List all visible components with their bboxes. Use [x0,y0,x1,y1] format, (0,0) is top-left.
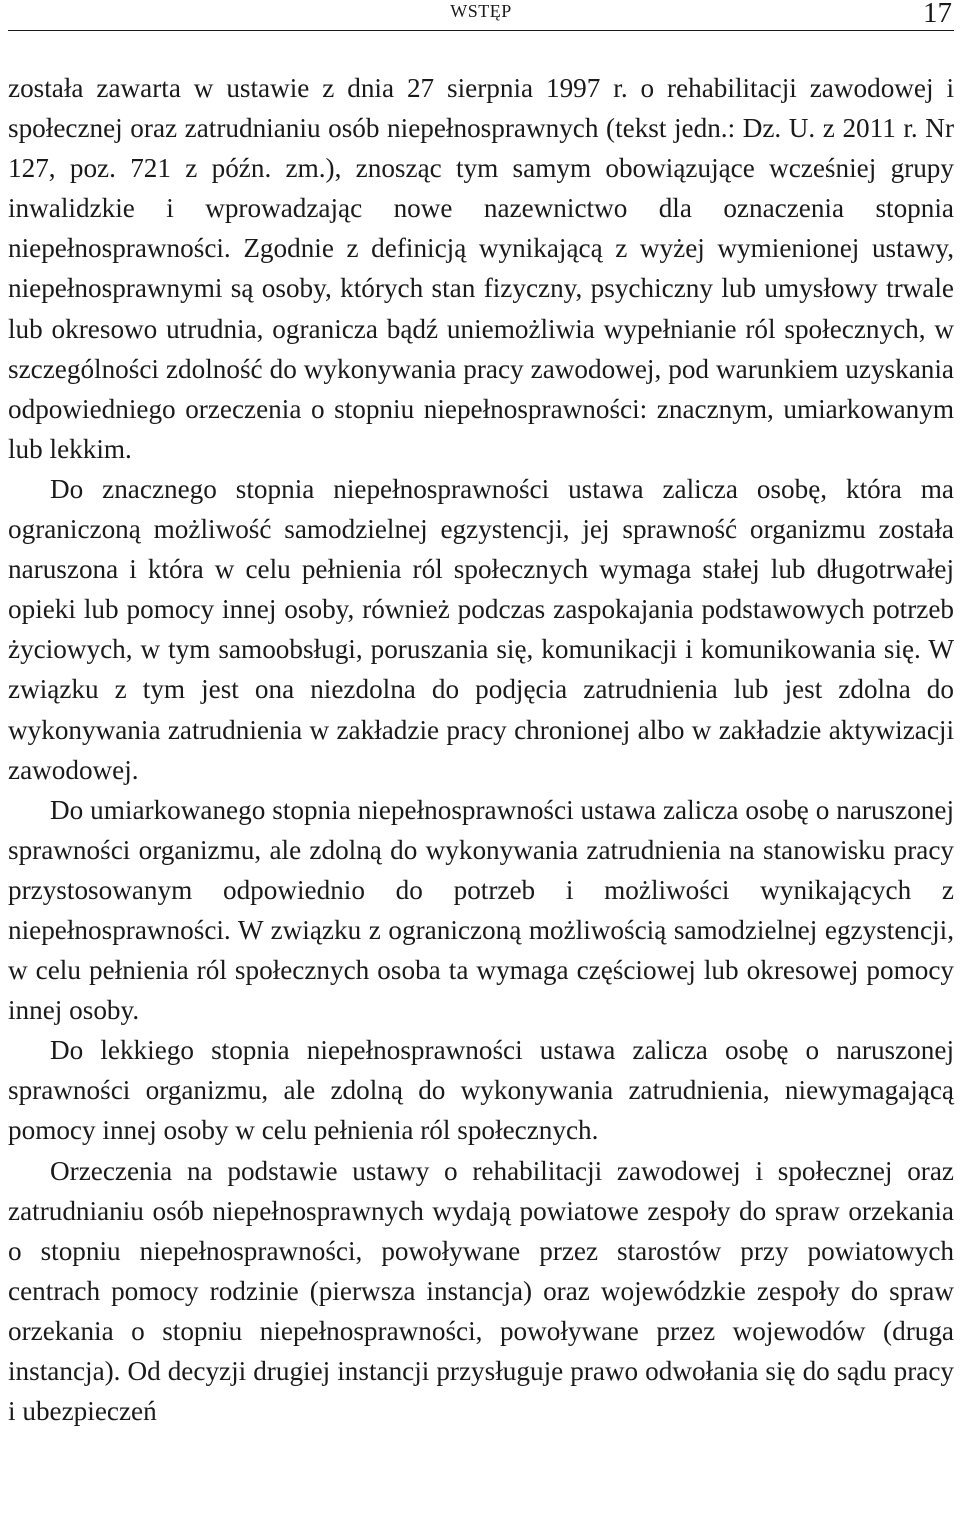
paragraph-continuation: została zawarta w ustawie z dnia 27 sierpnia 1997 r. o rehabilitacji zawodowej i społecznej oraz zatrudnianiu osób niepełnosprawnych (tekst jedn.: Dz. U. z 2011 r. Nr 127, poz. 721 z późn. zm.), znosząc tym samym obowiązujące wcześniej grupy inwalidzkie i wprowadzając nowe nazewnictwo dla oznaczenia stopnia niepełnosprawności. Zgodnie z definicją wynikającą z wyżej wymienionej ustawy, niepełnosprawnymi są osoby, których stan fizyczny, psychiczny lub umysłowy trwale lub okresowo utrudnia, ogranicza bądź uniemożliwia wypełnianie ról społecznych, w szczególności zdolność do wykonywania pracy zawodowej, pod warunkiem uzyskania odpowiedniego orzeczenia o stopniu niepełnosprawności: znacznym, umiarkowanym lub lekkim. [8,73,954,464]
page-number: 17 [923,0,952,29]
paragraph-certification: Orzeczenia na podstawie ustawy o rehabilitacji zawodowej i społecznej oraz zatrudnianiu osób niepełnosprawnych wydają powiatowe zespoły do spraw orzekania o stopniu niepełnosprawności, powoływane przez starostów przy powiatowych centrach pomocy rodzinie (pierwsza instancja) oraz wojewódzkie zespoły do spraw orzekania o stopniu niepełnosprawności, powoływane przez wojewodów (druga instancja). Od decyzji drugiej instancji przysługuje prawo odwołania się do sądu pracy i ubezpieczeń [8,1155,954,1427]
paragraph-mild-degree: Do lekkiego stopnia niepełnosprawności ustawa zalicza osobę o naruszonej sprawności organizmu, ale zdolną do wykonywania zatrudnienia, niewymagającą pomocy innej osoby w celu pełnienia ról społecznych. [8,1035,954,1146]
paragraph-moderate-degree: Do umiarkowanego stopnia niepełnosprawności ustawa zalicza osobę o naruszonej sprawności organizmu, ale zdolną do wykonywania zatrudnienia na stanowisku pracy przystosowanym odpowiednio do potrzeb i możliwości wynikających z niepełnosprawności. W związku z ograniczoną możliwością samodzielnej egzystencji, w celu pełnienia ról społecznych osoba ta wymaga częściowej lub okresowej pomocy innej osoby. [8,794,954,1026]
paragraph-significant-degree: Do znacznego stopnia niepełnosprawności ustawa zalicza osobę, która ma ograniczoną możliwość samodzielnej egzystencji, jej sprawność organizmu została naruszona i która w celu pełnienia ról społecznych wymaga stałej lub długotrwałej opieki lub pomocy innej osoby, również podczas zaspokajania podstawowych potrzeb życiowych, w tym samoobsługi, poruszania się, komunikacji i komunikowania się. W związku z tym jest ona niezdolna do podjęcia zatrudnienia lub jest zdolna do wykonywania zatrudnienia w zakładzie pracy chronionej albo w zakładzie aktywizacji zawodowej. [8,473,954,785]
running-header [8,0,954,31]
body-text [8,68,954,1431]
section-title: WSTĘP [450,1,512,21]
